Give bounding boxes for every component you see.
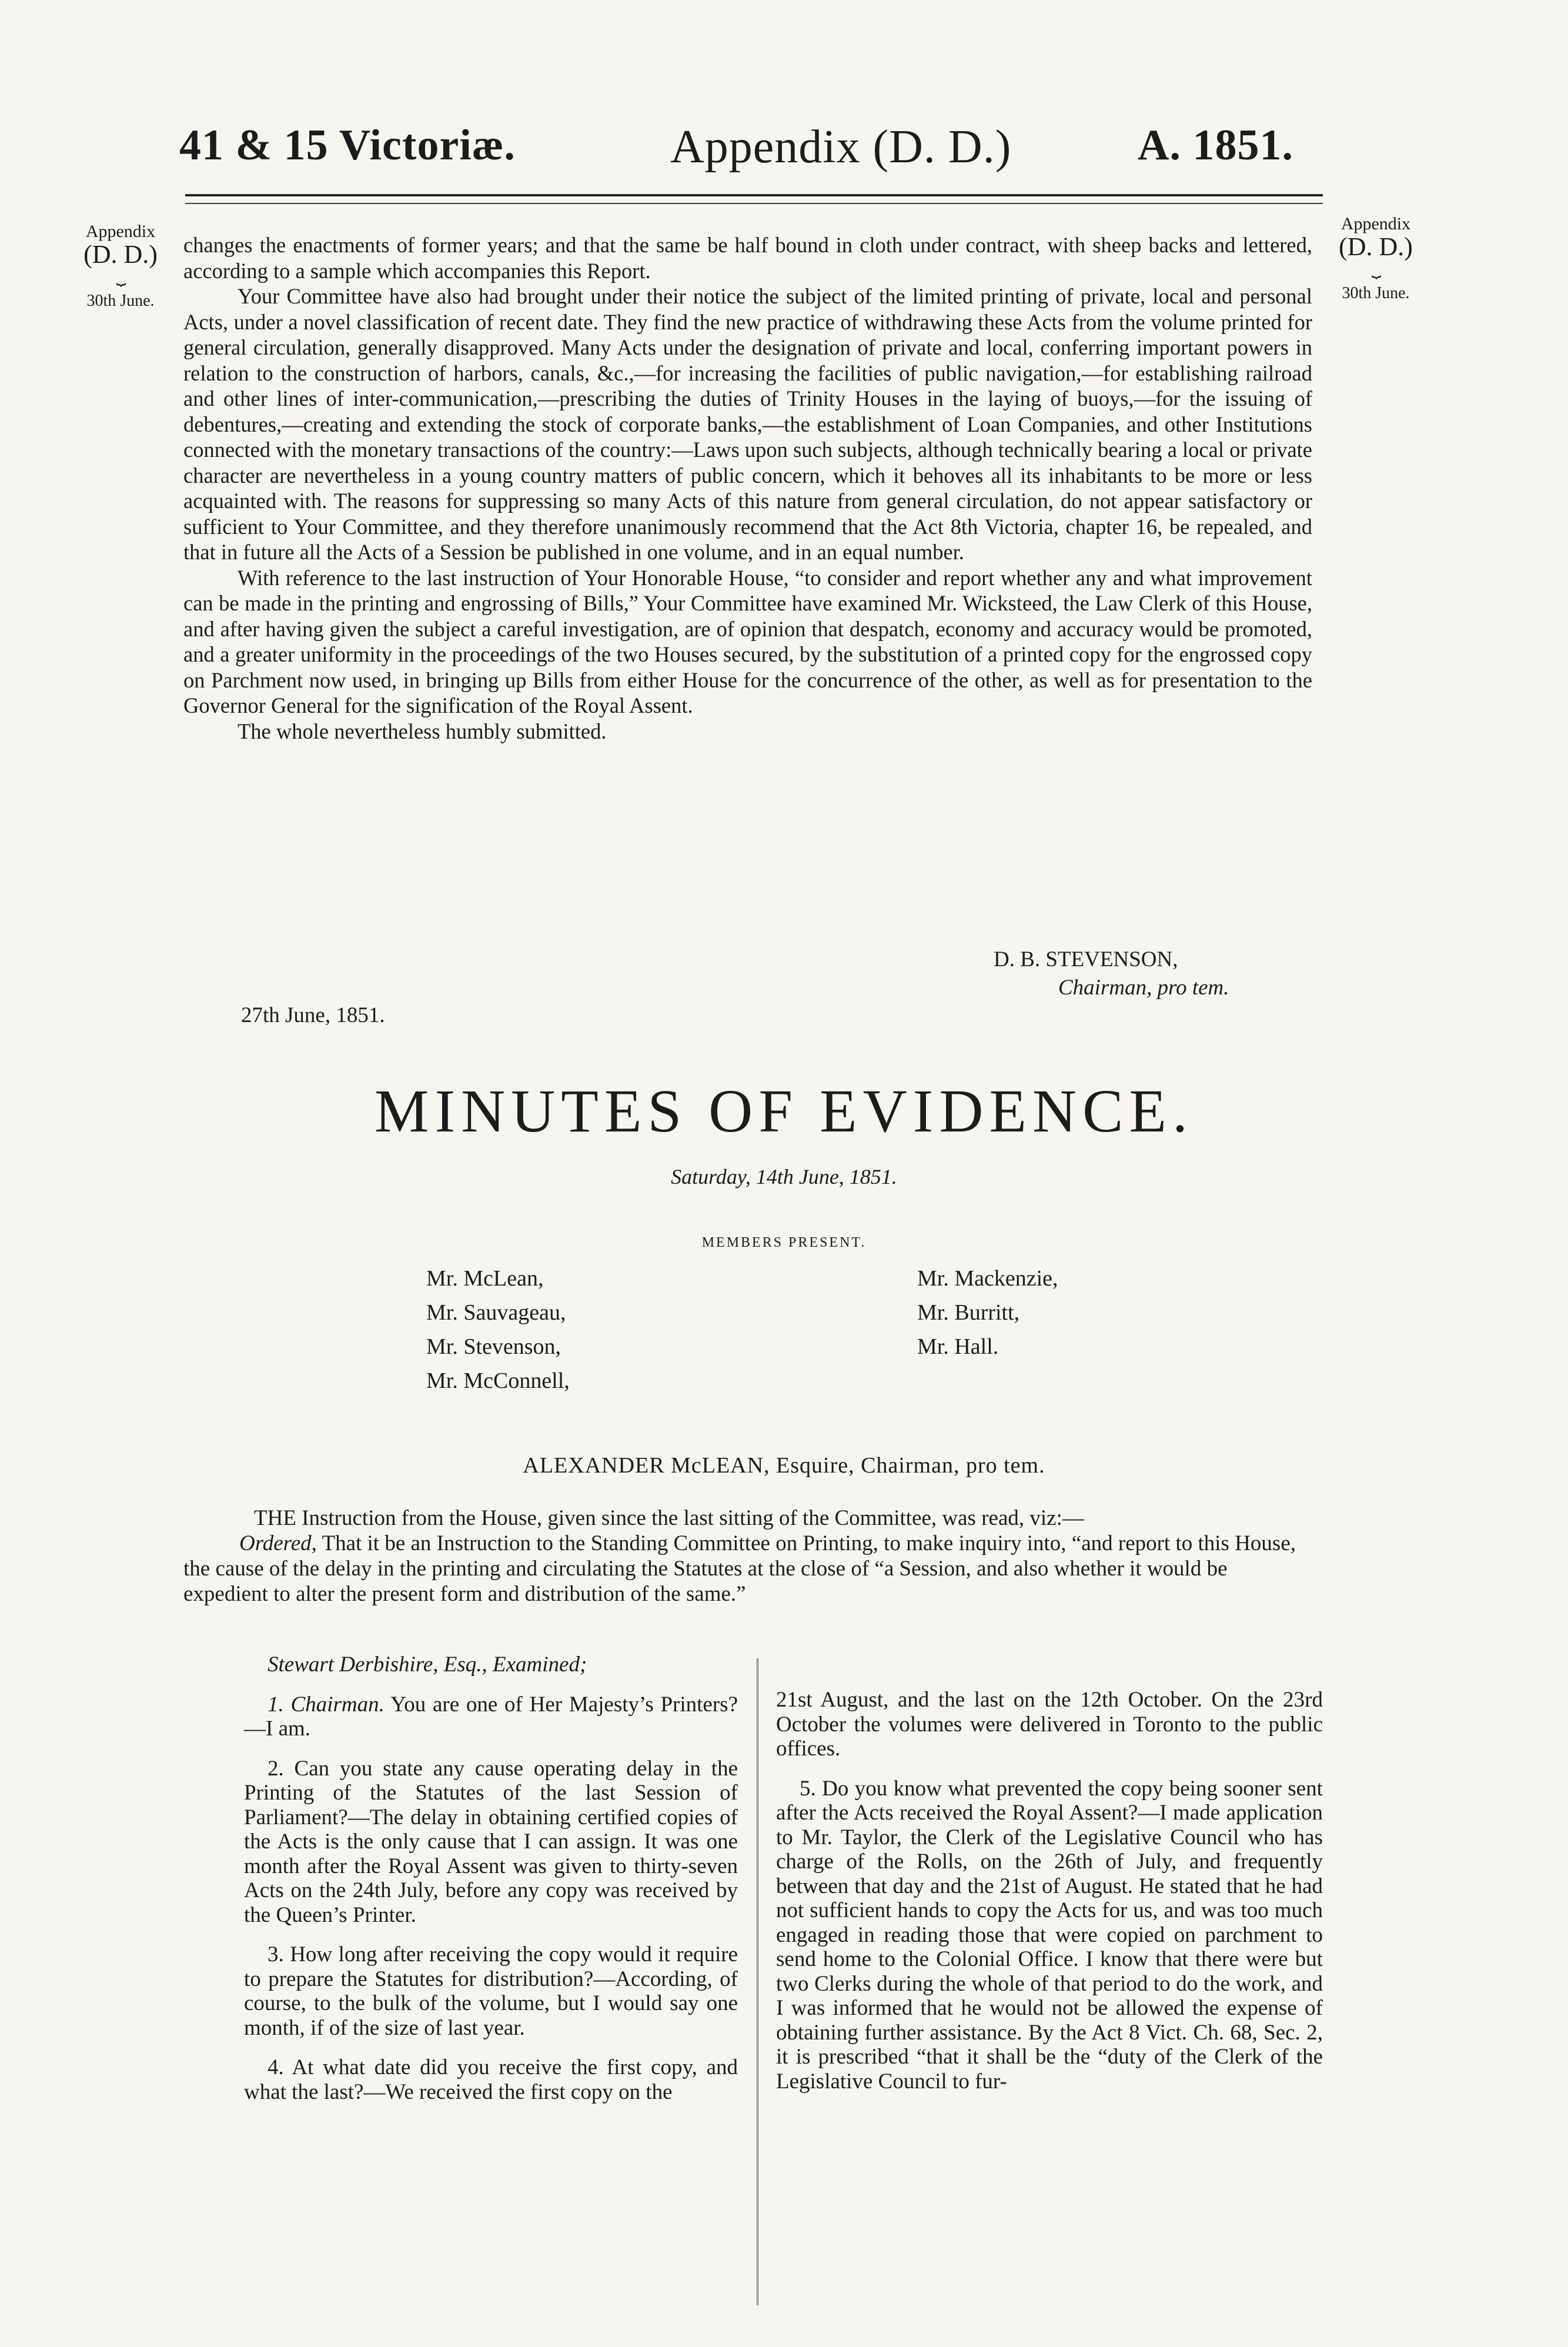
question-1: 1. Chairman. You are one of Her Majesty’s Printers?—I am. — [244, 1692, 738, 1741]
report-paragraph: Your Committee have also had brought under their notice the subject of the limited printing of private, local and personal Acts, under a novel classification of recent date. They find the new practice of withdrawing these Acts from the volume printed for general circulation, generally disapproved. Many Acts under the designation of private and local, conferring important powers in relation to the construction of harbors, canals, &c.,—for increasing the facilities of public navigation,—for establishing railroad and other lines of inter-communication,—prescribing the duties of Trinity Houses in the laying of buoys,—for the issuing of debentures,—creating and extending the stock of corporate banks,—the establishment of Loan Companies, and other Institutions connected with the monetary transactions of the country:—Laws upon such subjects, although technically bearing a local or private character are nevertheless in a young country matters of public concern, which it behoves all its inhabitants to be more or less acquainted with. The reasons for suppressing so many Acts of this nature from general circulation, do not appear satisfactory or sufficient to Your Committee, and they therefore unanimously recommend that the Act 8th Victoria, chapter 16, be repealed, and that in future all the Acts of a Session be published in one volume, and in an equal number. — [183, 284, 1312, 564]
header-appendix: Appendix (D. D.) — [670, 121, 1012, 173]
minutes-date: Saturday, 14th June, 1851. — [671, 1165, 897, 1188]
minutes-title: MINUTES OF EVIDENCE. — [374, 1077, 1194, 1145]
question-4: 4. At what date did you receive the first copy, and what the last?—We received the first copy on the — [244, 2055, 738, 2104]
ordered-text: That it be an Instruction to the Standing Committee on Printing, to make inquiry into, “and report to this House, the cause of the delay in the printing and circulating the Statutes at the close of “a Session, and also whether it would be expedient to alter the present form and distribution of the same.” — [183, 1531, 1296, 1606]
question-5: 5. Do you know what prevented the copy being sooner sent after the Acts received the Royal Assent?—I made application to Mr. Taylor, the Clerk of the Legislative Council who has charge of the Rolls, on the 26th of July, and frequently between that day and the 21st of August. He stated that he had not sufficient hands to copy the Acts for us, and was too much engaged in reading those that were copied on parchment to send home to the Colonial Office. I know that there were but two Clerks during the whole of that period to do the work, and I was informed that he would not be allowed the expense of obtaining further assistance. By the Act 8 Vict. Ch. 68, Sec. 2, it is prescribed “that it shall be the “duty of the Clerk of the Legislative Council to fur- — [776, 1776, 1323, 2094]
question-speaker: 1. Chairman. — [268, 1692, 385, 1717]
signer-name: D. B. STEVENSON, — [994, 947, 1178, 971]
margin-date: 30th June. — [86, 292, 155, 311]
member-name: Mr. McConnell, — [426, 1368, 570, 1393]
report-paragraph: The whole nevertheless humbly submitted. — [238, 719, 607, 743]
ordered-label: Ordered, — [239, 1531, 317, 1555]
members-heading: MEMBERS PRESENT. — [701, 1235, 867, 1250]
instruction-intro: THE Instruction from the House, given since the last sitting of the Committee, was read, viz:— — [254, 1506, 1084, 1530]
report-paragraph: With reference to the last instruction of Your Honorable House, “to consider and report whether any and what improvement can be made in the printing and engrossing of Bills,” Your Committee have examined Mr. Wicksteed, the Law Clerk of this House, and after having given the subject a careful investigation, are of opinion that despatch, economy and accuracy would be promoted, and a greater uniformity in the proceedings of the two Houses secured, by the substitution of a printed copy for the engrossed copy on Parchment now used, in bringing up Bills from either House for the concurrence of the other, as well as for presentation to the Governor General for the signification of the Royal Assent. — [183, 565, 1312, 717]
header-rule-thin — [185, 203, 1323, 204]
members-right-list — [917, 1261, 1058, 1364]
report-date: 27th June, 1851. — [241, 1003, 385, 1027]
question-2: 2. Can you state any cause operating delay in the Printing of the Statutes of the last Session of Parliament?—The delay in obtaining certified copies of the Acts is the only cause that I can assign. It was one month after the Royal Assent was given to thirty-seven Acts on the 24th July, before any copy was received by the Queen’s Printer. — [244, 1756, 738, 1927]
evidence-column-right — [776, 1688, 1323, 2109]
member-name: Mr. McLean, — [426, 1266, 544, 1291]
member-name: Mr. Sauvageau, — [426, 1300, 566, 1325]
evidence-column-left — [244, 1652, 738, 2119]
brace-icon: ⏟ — [1371, 259, 1380, 278]
header-session: 41 & 15 Victoriæ. — [179, 121, 516, 169]
instruction-block — [183, 1505, 1312, 1607]
ordered-paragraph — [183, 1531, 1312, 1607]
margin-label: Appendix — [1340, 214, 1411, 233]
committee-report — [183, 232, 1312, 744]
report-paragraph: changes the enactments of former years; and that the same be half bound in cloth under contract, with sheep backs and lettered, according to a sample which accompanies this Report. — [183, 233, 1312, 283]
column-divider — [757, 1658, 758, 2305]
witness-line: Stewart Derbishire, Esq., Examined; — [268, 1652, 587, 1677]
margin-label: Appendix — [85, 222, 156, 241]
members-left-list — [426, 1261, 570, 1398]
header-year: A. 1851. — [1138, 121, 1293, 169]
member-name: Mr. Hall. — [917, 1334, 999, 1359]
header-rule — [185, 194, 1323, 196]
margin-code: (D. D.) — [83, 239, 158, 269]
brace-icon: ⏟ — [116, 267, 125, 286]
margin-code: (D. D.) — [1339, 232, 1413, 261]
margin-note-left — [71, 222, 170, 309]
member-name: Mr. Burritt, — [917, 1300, 1020, 1325]
member-name: Mr. Stevenson, — [426, 1334, 561, 1359]
margin-note-right — [1320, 215, 1432, 302]
margin-date: 30th June. — [1342, 284, 1410, 303]
signer-title: Chairman, pro tem. — [1058, 976, 1229, 1000]
answer-continuation: 21st August, and the last on the 12th October. On the 23rd October the volumes were delivered in Toronto to the public offices. — [776, 1688, 1323, 1761]
member-name: Mr. Mackenzie, — [917, 1266, 1058, 1291]
chairman-line: ALEXANDER McLEAN, Esquire, Chairman, pro tem. — [523, 1453, 1045, 1478]
question-3: 3. How long after receiving the copy would it require to prepare the Statutes for distribution?—According, of course, to the bulk of the volume, but I would say one month, if of the size of last year. — [244, 1942, 738, 2040]
